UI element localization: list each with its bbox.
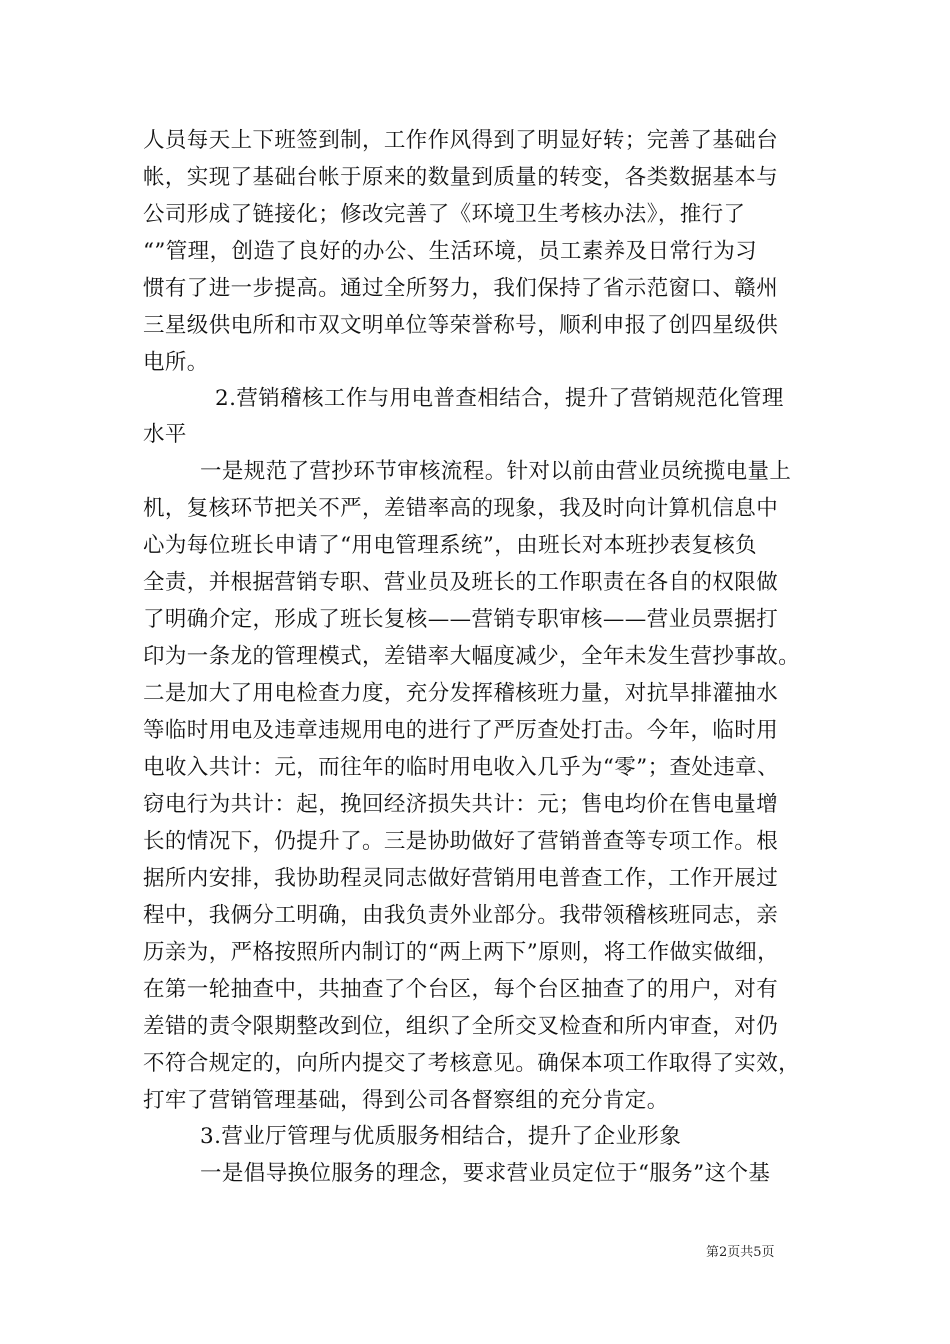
text-line: 人员每天上下班签到制，工作作风得到了明显好转；完善了基础台 <box>143 128 779 153</box>
text-line: 机，复核环节把关不严，差错率高的现象，我及时向计算机信息中 <box>143 496 779 521</box>
text-line: 惯有了进一步提高。通过全所努力，我们保持了省示范窗口、赣州 <box>143 276 779 301</box>
section-heading: 2.营销稽核工作与用电普查相结合，提升了营销规范化管理 <box>215 386 784 411</box>
text-line: 程中，我俩分工明确，由我负责外业部分。我带领稽核班同志，亲 <box>143 903 779 928</box>
page-number: 第2页共5页 <box>706 1245 775 1260</box>
text-line: 了明确介定，形成了班长复核——营销专职审核——营业员票据打 <box>143 607 779 632</box>
text-line: 据所内安排，我协助程灵同志做好营销用电普查工作，工作开展过 <box>143 866 779 891</box>
text-line: “”管理，创造了良好的办公、生活环境，员工素养及日常行为习 <box>143 239 758 264</box>
text-line: 三星级供电所和市双文明单位等荣誉称号，顺利申报了创四星级供 <box>143 313 779 338</box>
section-heading-continued: 水平 <box>143 422 187 447</box>
text-line: 印为一条龙的管理模式，差错率大幅度减少，全年未发生营抄事故。 <box>143 644 801 669</box>
text-line: 在第一轮抽查中，共抽查了个台区，每个台区抽查了的用户，对有 <box>143 977 779 1002</box>
text-line: 一是倡导换位服务的理念，要求营业员定位于“服务”这个基 <box>200 1161 771 1186</box>
text-line: 差错的责令限期整改到位，组织了全所交叉检查和所内审查，对仍 <box>143 1014 779 1039</box>
text-line: 历亲为，严格按照所内制订的“两上两下”原则，将工作做实做细， <box>143 940 779 965</box>
text-line: 二是加大了用电检查力度，充分发挥稽核班力量，对抗旱排灌抽水 <box>143 681 779 706</box>
text-line: 不符合规定的，向所内提交了考核意见。确保本项工作取得了实效， <box>143 1051 801 1076</box>
text-line: 电收入共计：元，而往年的临时用电收入几乎为“零”；查处违章、 <box>143 755 779 780</box>
text-line: 公司形成了链接化；修改完善了《环境卫生考核办法》，推行了 <box>143 202 746 227</box>
text-line: 心为每位班长申请了“用电管理系统”，由班长对本班抄表复核负 <box>143 533 758 558</box>
text-line: 电所。 <box>143 350 209 375</box>
text-line: 帐，实现了基础台帐于原来的数量到质量的转变，各类数据基本与 <box>143 165 779 190</box>
text-line: 等临时用电及违章违规用电的进行了严厉查处打击。今年，临时用 <box>143 718 779 743</box>
text-line: 一是规范了营抄环节审核流程。针对以前由营业员统揽电量上 <box>200 459 792 484</box>
text-line: 打牢了营销管理基础，得到公司各督察组的充分肯定。 <box>143 1088 669 1113</box>
section-heading: 3.营业厅管理与优质服务相结合，提升了企业形象 <box>200 1124 682 1149</box>
text-line: 长的情况下，仍提升了。三是协助做好了营销普查等专项工作。根 <box>143 829 779 854</box>
text-line: 窃电行为共计：起，挽回经济损失共计：元；售电均价在售电量增 <box>143 792 779 817</box>
text-line: 全责，并根据营销专职、营业员及班长的工作职责在各自的权限做 <box>143 570 779 595</box>
